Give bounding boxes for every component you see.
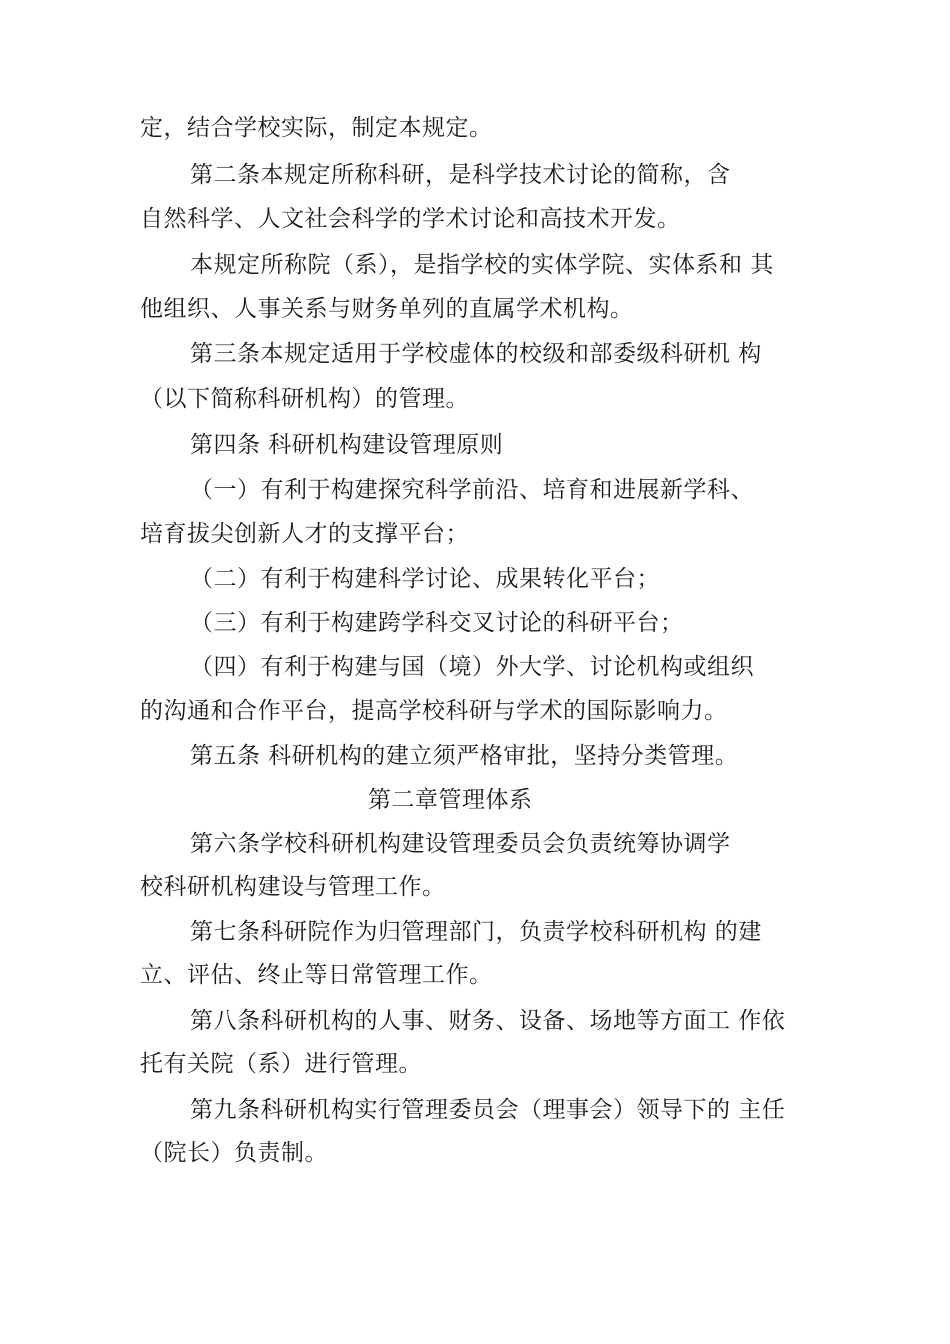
list-item-1: （一）有利于构建探究科学前沿、培育和进展新学科、 — [190, 477, 754, 503]
text-line: （以下简称科研机构）的管理。 — [140, 386, 469, 412]
article-8-line: 第八条科研机构的人事、财务、设备、场地等方面工 作依 — [190, 1008, 786, 1034]
text-line: 托有关院（系）进行管理。 — [140, 1051, 422, 1077]
text-line: 校科研机构建设与管理工作。 — [140, 874, 446, 900]
chapter-heading: 第二章管理体系 — [368, 787, 533, 813]
text-line: 培育拔尖创新人才的支撑平台； — [140, 521, 469, 547]
text-line: 的沟通和合作平台，提高学校科研与学术的国际影响力。 — [140, 698, 728, 724]
text-line: 本规定所称院（系），是指学校的实体学院、实体系和 其 — [190, 252, 774, 278]
article-2-line: 第二条本规定所称科研，是科学技术讨论的简称，含 — [190, 162, 731, 188]
article-5-line: 第五条 科研机构的建立须严格审批，坚持分类管理。 — [190, 743, 739, 769]
article-4-line: 第四条 科研机构建设管理原则 — [190, 432, 504, 458]
article-9-line: 第九条科研机构实行管理委员会（理事会）领导下的 主任 — [190, 1097, 786, 1123]
text-line: 立、评估、终止等日常管理工作。 — [140, 962, 493, 988]
article-6-line: 第六条学校科研机构建设管理委员会负责统筹协调学 — [190, 831, 731, 857]
text-line: 自然科学、人文社会科学的学术讨论和高技术开发。 — [140, 206, 681, 232]
list-item-4: （四）有利于构建与国（境）外大学、讨论机构或组织 — [190, 654, 754, 680]
text-line: 他组织、人事关系与财务单列的直属学术机构。 — [140, 296, 634, 322]
article-7-line: 第七条科研院作为归管理部门，负责学校科研机构 的建 — [190, 919, 762, 945]
list-item-2: （二）有利于构建科学讨论、成果转化平台； — [190, 566, 660, 592]
text-line: 定，结合学校实际，制定本规定。 — [140, 115, 493, 141]
text-line: （院长）负责制。 — [140, 1140, 328, 1166]
list-item-3: （三）有利于构建跨学科交叉讨论的科研平台； — [190, 610, 684, 636]
article-3-line: 第三条本规定适用于学校虚体的校级和部委级科研机 构 — [190, 341, 762, 367]
